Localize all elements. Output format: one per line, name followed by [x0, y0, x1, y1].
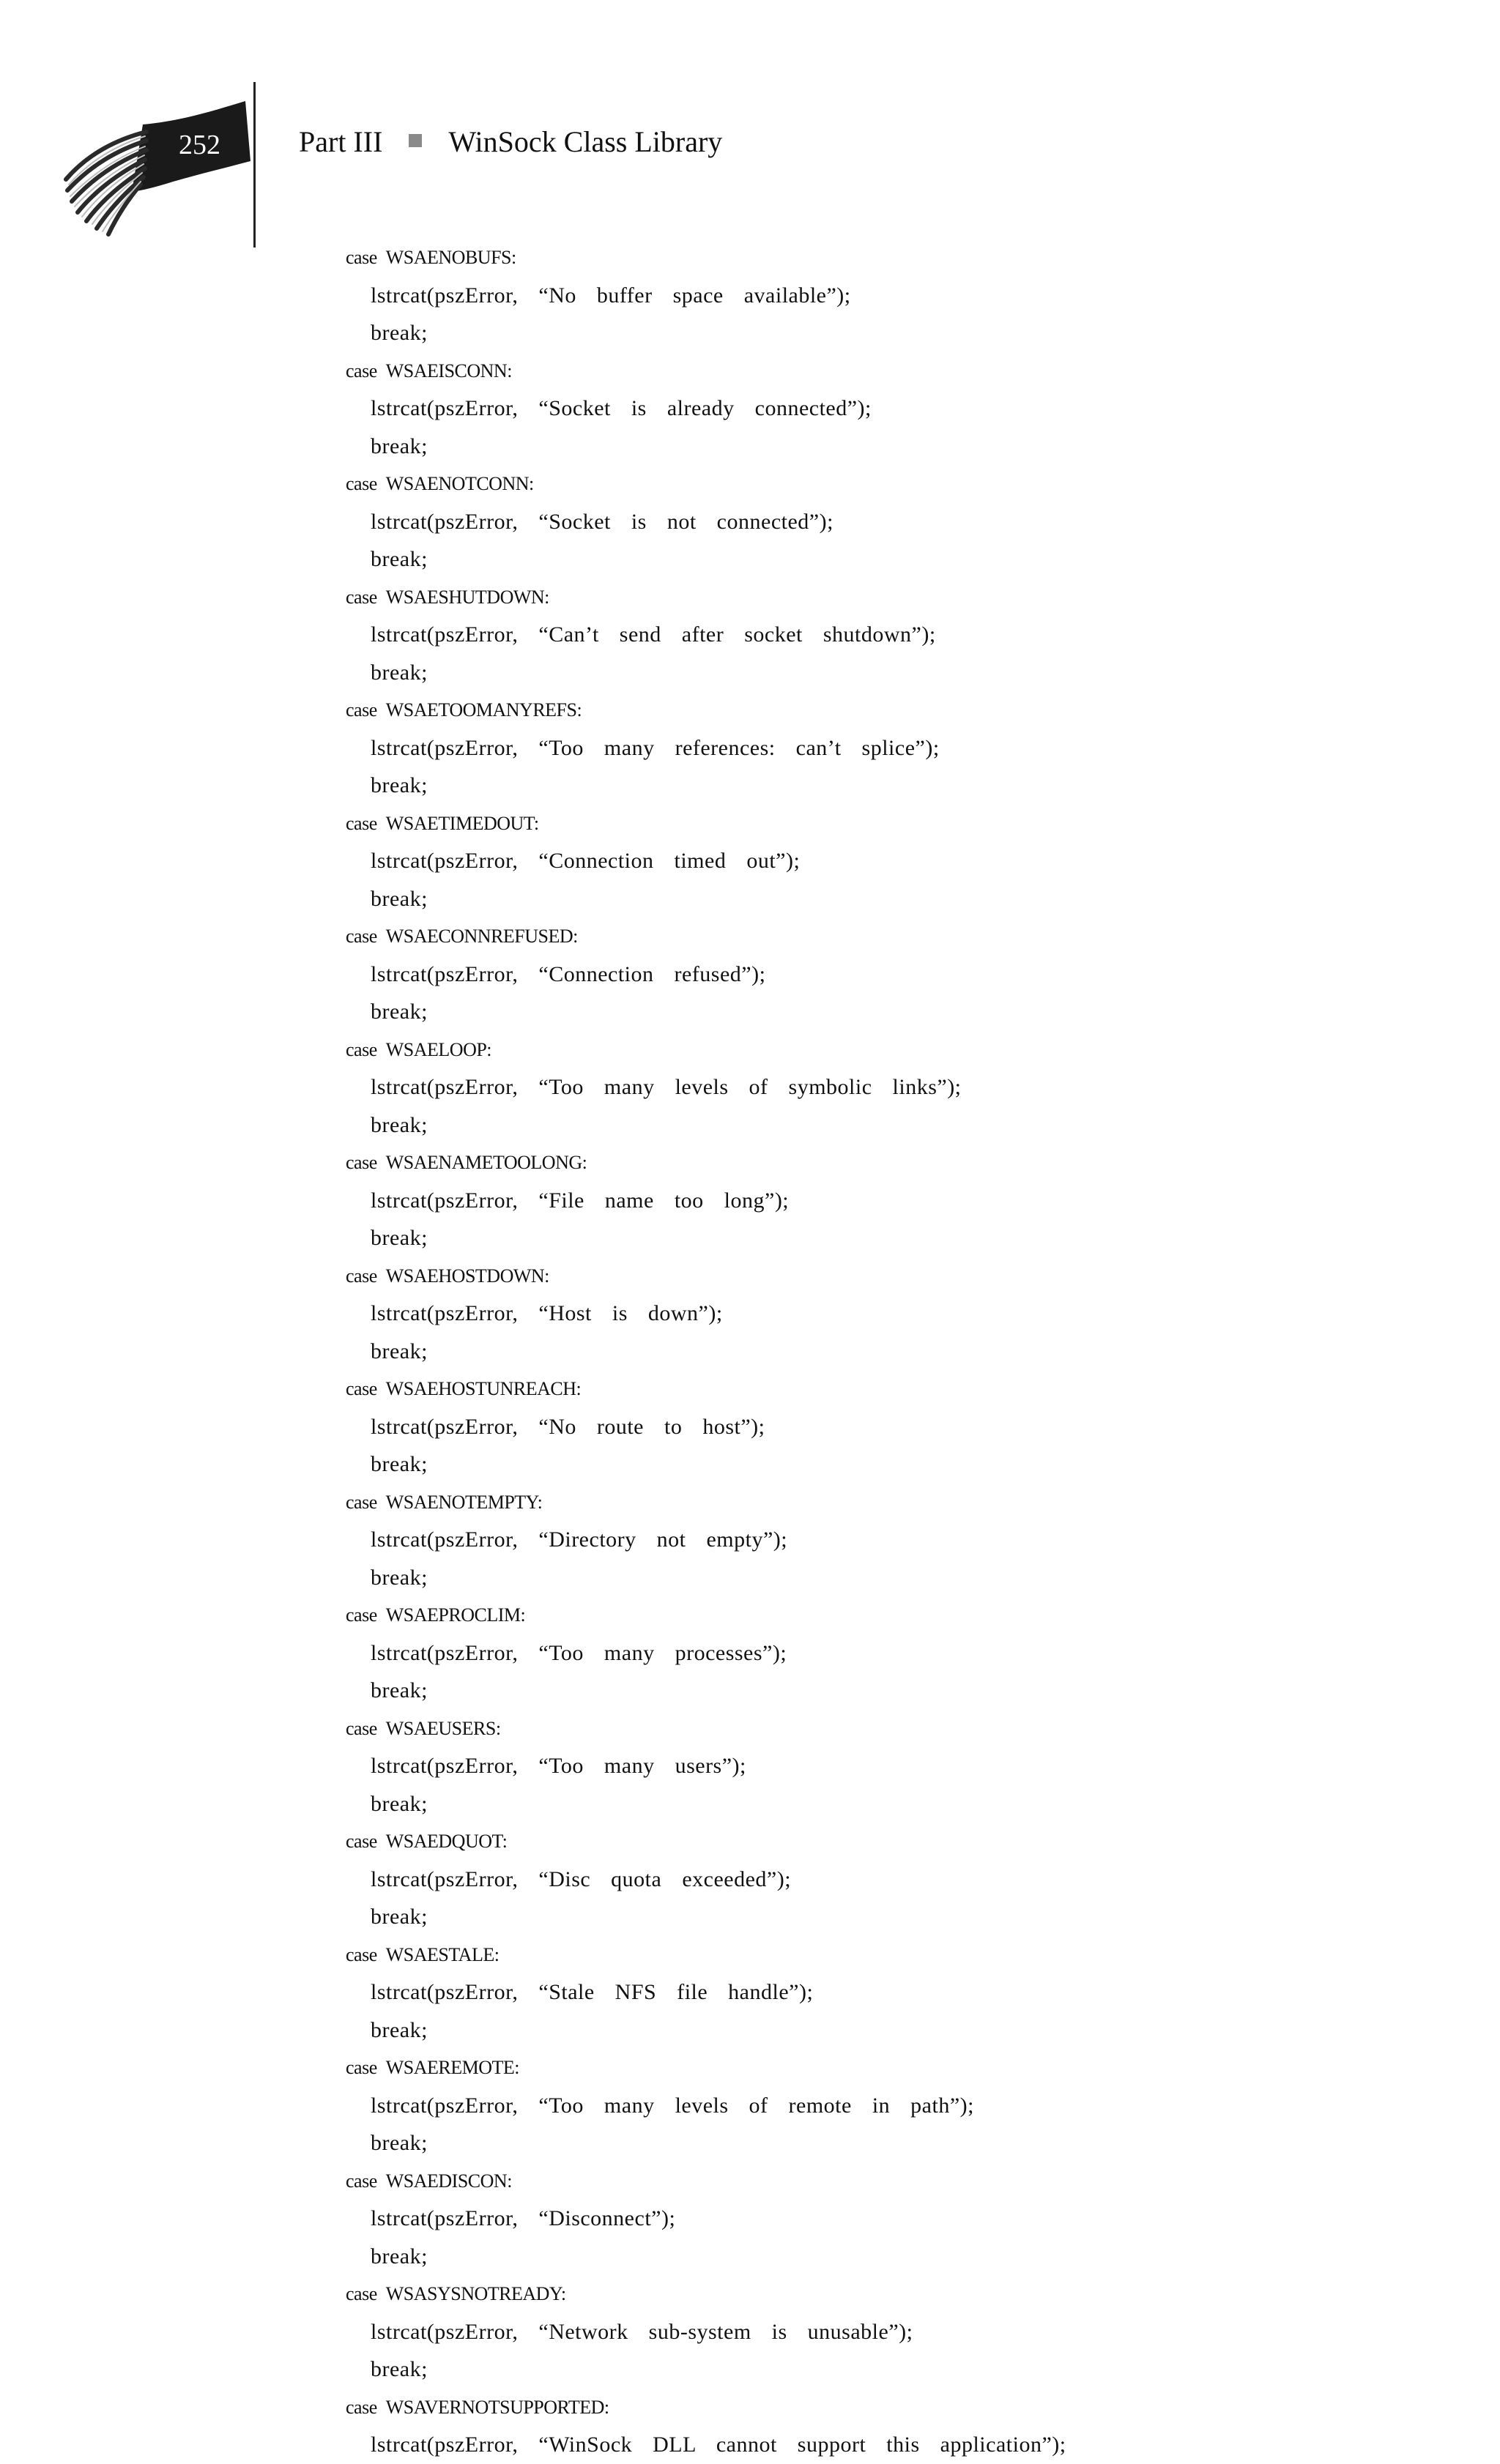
- code-statement-line: break;: [371, 2357, 428, 2381]
- case-constant: WSAESTALE:: [385, 1943, 500, 1965]
- case-label-line: [346, 1257, 1444, 1295]
- code-statement-line: break;: [371, 1226, 428, 1250]
- code-statement-line: break;: [371, 321, 428, 345]
- case-keyword: case: [346, 360, 377, 381]
- case-constant: WSAENOBUFS:: [385, 247, 516, 268]
- case-keyword: case: [346, 586, 377, 608]
- case-constant: WSAEPROCLIM:: [385, 1604, 526, 1626]
- case-label-line: [346, 1936, 1444, 1974]
- code-statement-line: break;: [371, 433, 428, 458]
- code-statement-line: break;: [371, 2017, 428, 2042]
- case-constant: WSAETOOMANYREFS:: [385, 699, 582, 721]
- code-statement-line: break;: [371, 2244, 428, 2268]
- case-label-line: [346, 805, 1444, 843]
- code-statement-line: lstrcat(pszError, “Connection timed out”);: [371, 849, 801, 873]
- case-label-line: [346, 1370, 1444, 1408]
- code-statement-line: lstrcat(pszError, “Too many levels of remote in path”);: [371, 2093, 974, 2118]
- code-statement-line: break;: [371, 660, 428, 685]
- header-rule: [253, 82, 256, 247]
- part-label: Part III: [299, 125, 383, 158]
- case-label-line: [346, 1031, 1444, 1069]
- case-constant: WSAEHOSTDOWN:: [385, 1265, 549, 1287]
- case-keyword: case: [346, 1491, 377, 1513]
- case-constant: WSAEDISCON:: [385, 2170, 512, 2192]
- case-constant: WSAEISCONN:: [385, 360, 512, 381]
- code-statement-line: break;: [371, 1112, 428, 1137]
- code-statement-line: lstrcat(pszError, “Socket is already connected”);: [371, 396, 872, 420]
- code-statement-line: break;: [371, 1452, 428, 1476]
- code-statement-line: lstrcat(pszError, “Can’t send after socket shutdown”);: [371, 622, 936, 647]
- code-statement-line: break;: [371, 1791, 428, 1816]
- case-label-line: [346, 1823, 1444, 1861]
- case-constant: WSAENOTCONN:: [385, 473, 534, 494]
- case-keyword: case: [346, 1831, 377, 1852]
- code-statement-line: lstrcat(pszError, “Too many references: can’t splice”);: [371, 735, 940, 760]
- case-constant: WSAECONNREFUSED:: [385, 926, 578, 947]
- code-statement-line: lstrcat(pszError, “No buffer space available”);: [371, 283, 851, 308]
- case-constant: WSAENOTEMPTY:: [385, 1491, 543, 1513]
- case-keyword: case: [346, 1152, 377, 1173]
- case-keyword: case: [346, 2170, 377, 2192]
- case-constant: WSAEUSERS:: [385, 1717, 501, 1739]
- code-statement-line: lstrcat(pszError, “Disc quota exceeded”);: [371, 1866, 792, 1891]
- case-keyword: case: [346, 2396, 377, 2418]
- case-constant: WSAENAMETOOLONG:: [385, 1152, 587, 1173]
- code-statement-line: lstrcat(pszError, “WinSock DLL cannot support this application”);: [371, 2433, 1066, 2457]
- case-label-line: [346, 691, 1444, 729]
- case-keyword: case: [346, 1717, 377, 1739]
- case-label-line: [346, 1596, 1444, 1634]
- case-keyword: case: [346, 1265, 377, 1287]
- case-keyword: case: [346, 2283, 377, 2304]
- case-keyword: case: [346, 1604, 377, 1626]
- code-statement-line: lstrcat(pszError, “Socket is not connected”);: [371, 509, 833, 534]
- case-keyword: case: [346, 926, 377, 947]
- case-constant: WSAELOOP:: [385, 1038, 492, 1060]
- running-header: [299, 124, 722, 159]
- case-keyword: case: [346, 473, 377, 494]
- case-label-line: [346, 2275, 1444, 2313]
- code-statement-line: break;: [371, 1339, 428, 1363]
- case-constant: WSAEHOSTUNREACH:: [385, 1378, 582, 1399]
- case-constant: WSAETIMEDOUT:: [385, 812, 539, 834]
- code-statement-line: break;: [371, 547, 428, 571]
- case-label-line: [346, 2389, 1444, 2427]
- case-constant: WSAVERNOTSUPPORTED:: [385, 2396, 609, 2418]
- code-statement-line: lstrcat(pszError, “Stale NFS file handle”);: [371, 1980, 814, 2004]
- case-constant: WSAEREMOTE:: [385, 2057, 520, 2078]
- code-statement-line: break;: [371, 773, 428, 797]
- square-separator-icon: [409, 134, 422, 147]
- case-label-line: [346, 1710, 1444, 1748]
- code-statement-line: lstrcat(pszError, “Too many users”);: [371, 1754, 746, 1778]
- case-label-line: [346, 918, 1444, 956]
- page-emblem-icon: [59, 81, 271, 256]
- code-statement-line: lstrcat(pszError, “File name too long”);: [371, 1188, 790, 1213]
- case-keyword: case: [346, 1038, 377, 1060]
- case-constant: WSAEDQUOT:: [385, 1831, 508, 1852]
- chapter-title: WinSock Class Library: [448, 125, 723, 158]
- page-number: 252: [179, 130, 220, 160]
- case-label-line: [346, 1144, 1444, 1182]
- case-label-line: [346, 465, 1444, 503]
- case-keyword: case: [346, 1943, 377, 1965]
- code-statement-line: lstrcat(pszError, “Network sub-system is unusable”);: [371, 2319, 913, 2344]
- code-statement-line: lstrcat(pszError, “Host is down”);: [371, 1301, 723, 1325]
- case-keyword: case: [346, 699, 377, 721]
- case-label-line: [346, 2162, 1444, 2200]
- code-statement-line: break;: [371, 1678, 428, 1702]
- code-statement-line: break;: [371, 886, 428, 911]
- code-statement-line: break;: [371, 2131, 428, 2155]
- code-statement-line: break;: [371, 1905, 428, 1929]
- code-statement-line: break;: [371, 1565, 428, 1590]
- code-statement-line: break;: [371, 1000, 428, 1024]
- case-keyword: case: [346, 812, 377, 834]
- case-label-line: [346, 578, 1444, 617]
- code-statement-line: lstrcat(pszError, “Too many processes”);: [371, 1640, 787, 1665]
- code-statement-line: lstrcat(pszError, “Directory not empty”);: [371, 1527, 788, 1552]
- case-keyword: case: [346, 2057, 377, 2078]
- case-label-line: [346, 1484, 1444, 1522]
- case-label-line: [346, 2049, 1444, 2087]
- code-statement-line: lstrcat(pszError, “No route to host”);: [371, 1414, 765, 1439]
- code-statement-line: lstrcat(pszError, “Connection refused”);: [371, 961, 766, 986]
- case-label-line: [346, 239, 1444, 277]
- case-constant: WSAESHUTDOWN:: [385, 586, 549, 608]
- code-statement-line: lstrcat(pszError, “Too many levels of symbolic links”);: [371, 1075, 962, 1099]
- case-keyword: case: [346, 1378, 377, 1399]
- code-listing: [346, 239, 1444, 2464]
- case-constant: WSASYSNOTREADY:: [385, 2283, 566, 2304]
- case-keyword: case: [346, 247, 377, 268]
- case-label-line: [346, 352, 1444, 390]
- code-statement-line: lstrcat(pszError, “Disconnect”);: [371, 2206, 676, 2230]
